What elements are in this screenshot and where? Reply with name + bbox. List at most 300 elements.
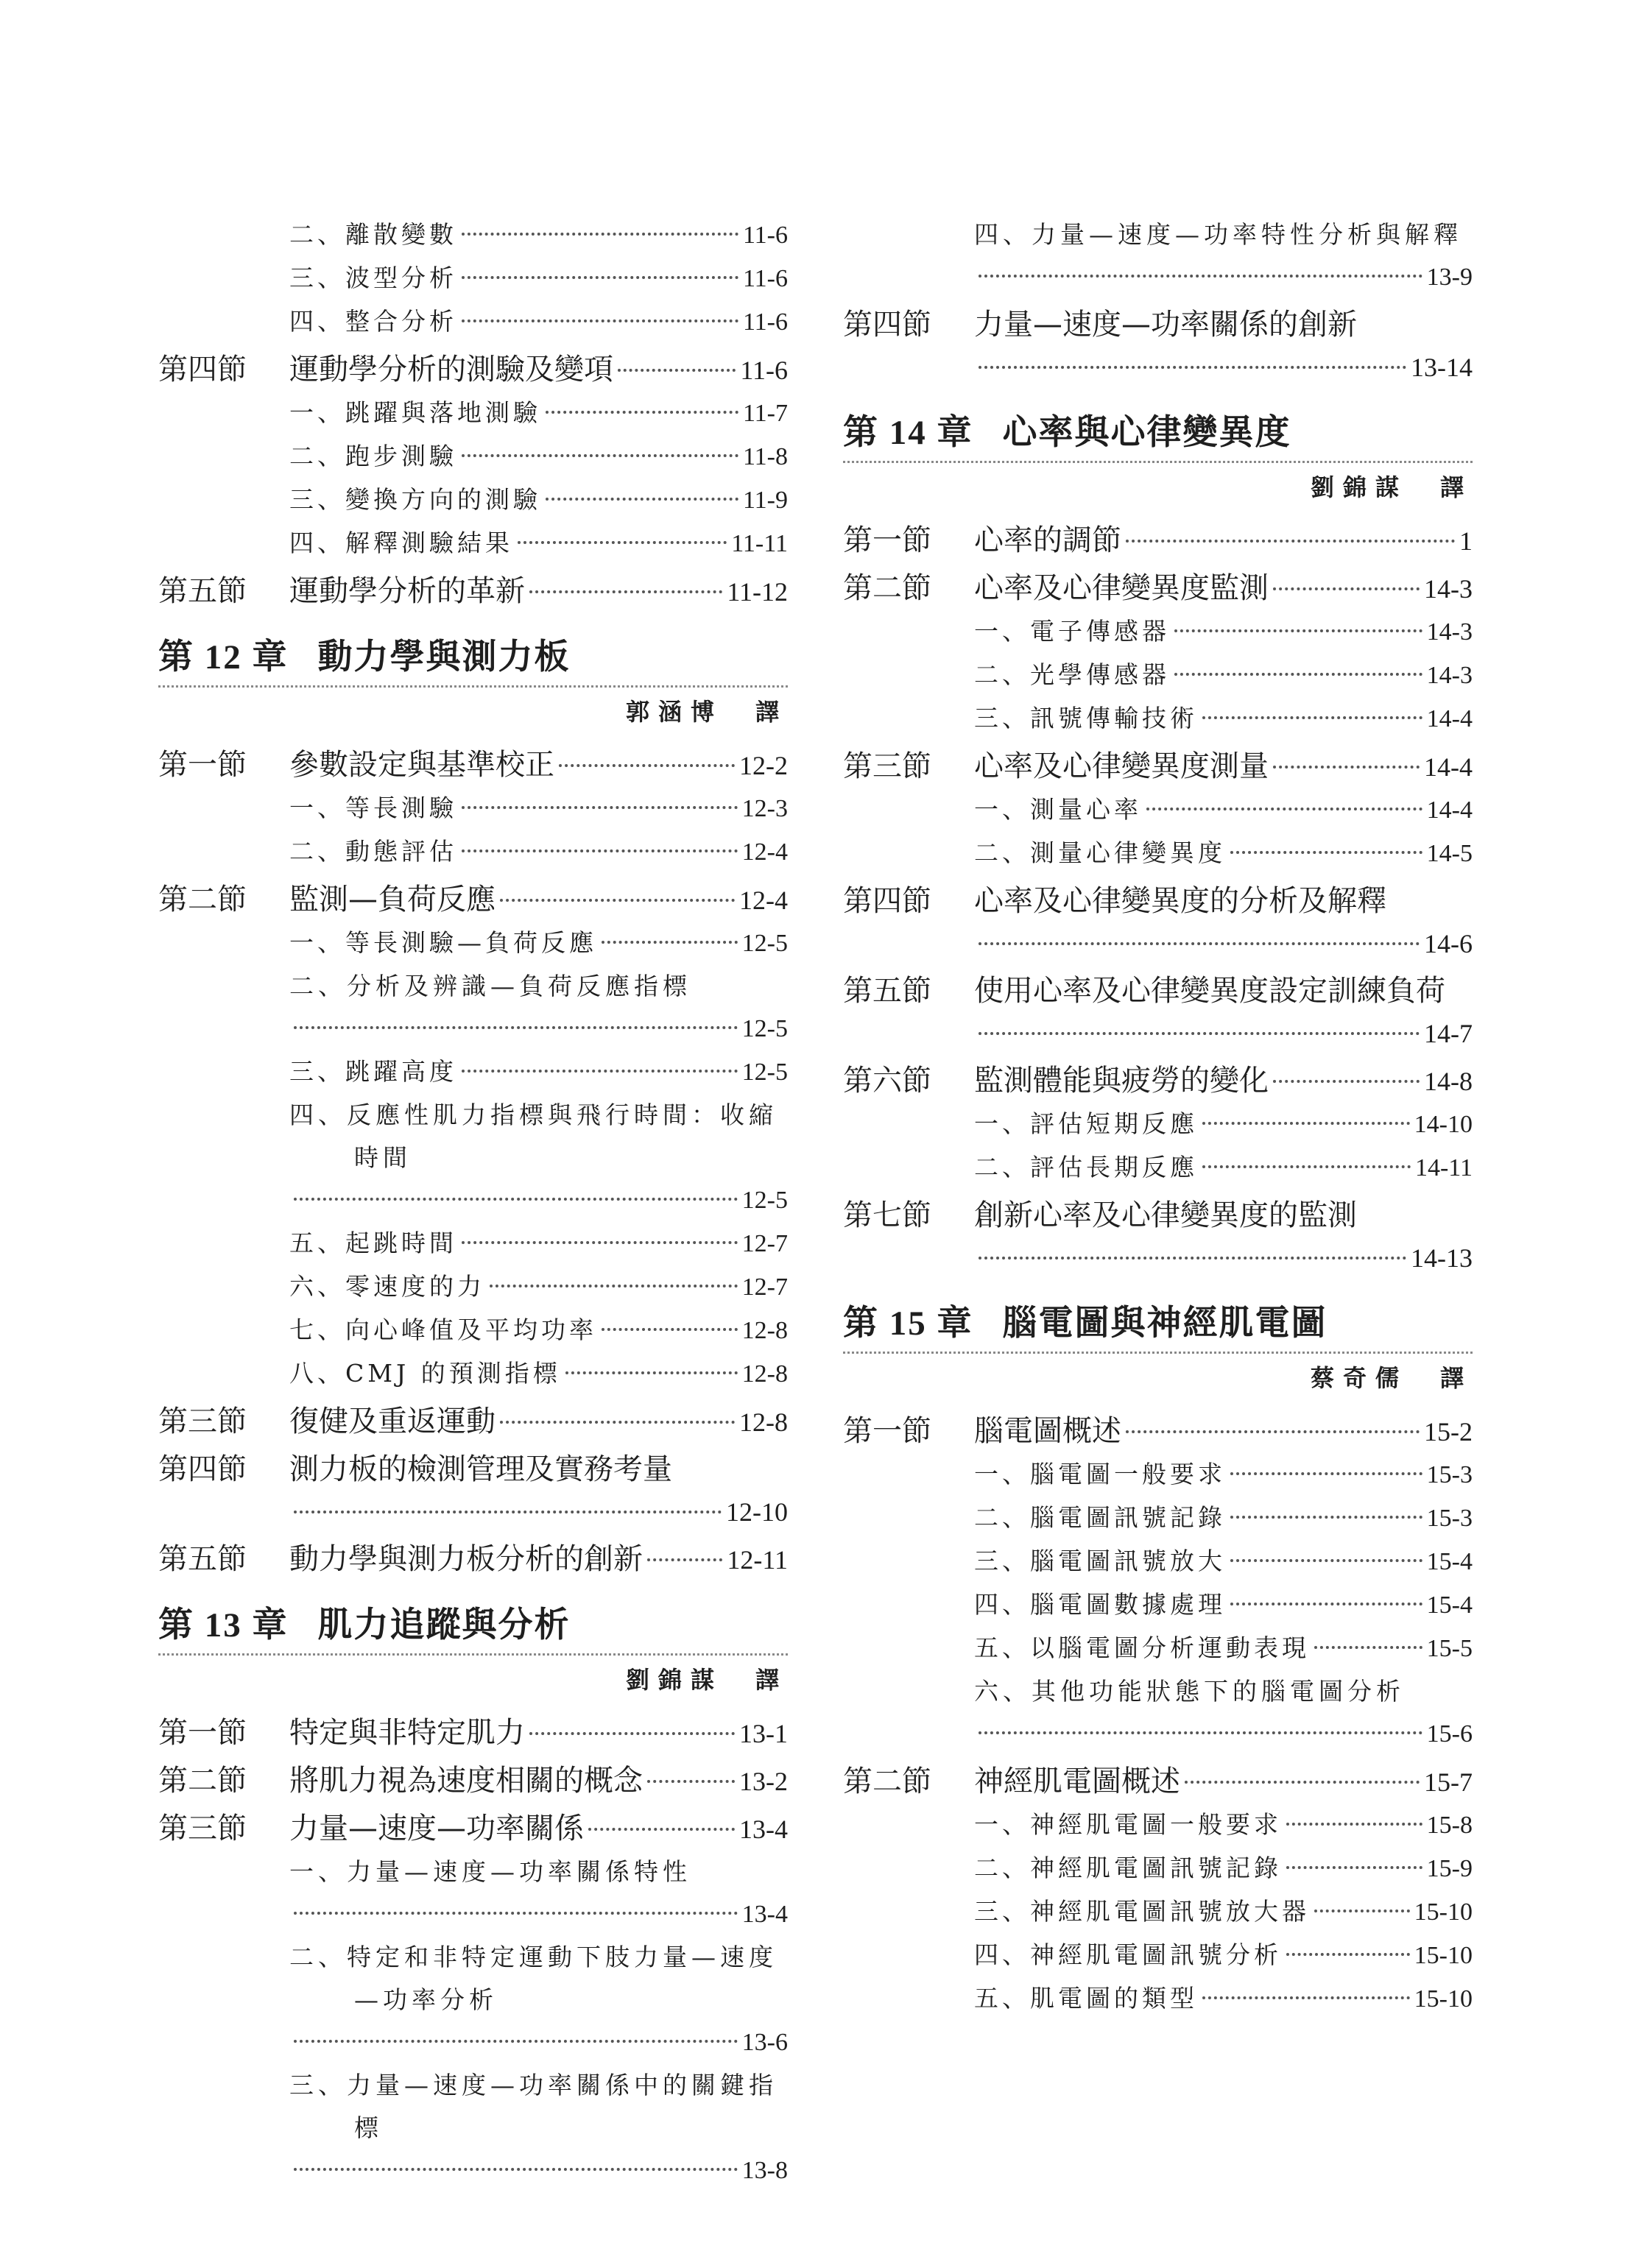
section-entry xyxy=(158,1807,788,1851)
section-entry xyxy=(843,1760,1473,1804)
entry-title: 三、訊號傳輸技術 xyxy=(974,704,1198,732)
page-number: 13-4 xyxy=(741,1901,788,1928)
entry-body xyxy=(974,567,1473,610)
dot-leader xyxy=(1202,1165,1411,1168)
subsection-entry xyxy=(843,1890,1473,1934)
entry-title: 力量—速度—功率關係的創新 xyxy=(974,308,1357,342)
dot-leader xyxy=(979,366,1406,369)
entry-body xyxy=(289,1352,788,1396)
entry-title: 三、變換方向的測驗 xyxy=(289,485,541,514)
entry-title: 創新心率及心律變異度的監測 xyxy=(974,1198,1357,1232)
dot-leader xyxy=(462,1070,738,1073)
section-entry xyxy=(843,969,1473,1055)
page-number: 15-7 xyxy=(1424,1767,1473,1797)
toc-column-left xyxy=(158,213,788,2192)
entry-body xyxy=(289,1050,788,1094)
entry-title: 一、跳躍與落地測驗 xyxy=(289,398,541,427)
entry-title: 使用心率及心律變異度設定訓練負荷 xyxy=(974,974,1445,1008)
dot-leader xyxy=(1230,1559,1422,1562)
chapter-translator: 郭涵博 譯 xyxy=(625,698,788,726)
entry-body xyxy=(289,478,788,522)
page-number: 11-8 xyxy=(742,443,788,470)
subsection-entry xyxy=(843,1847,1473,1890)
section-label: 第三節 xyxy=(158,1405,247,1438)
entry-continuation xyxy=(974,1012,1473,1055)
entry-body xyxy=(974,303,1473,389)
page-number: 15-10 xyxy=(1414,1942,1473,1969)
page-number: 11-9 xyxy=(742,487,788,514)
subsection-entry xyxy=(843,1497,1473,1540)
section-entry xyxy=(843,303,1473,389)
dot-leader xyxy=(462,276,738,279)
entry-title: 心率及心律變異度測量 xyxy=(974,749,1269,783)
entry-continuation xyxy=(974,1713,1473,1756)
subsection-entry xyxy=(158,522,788,565)
entry-title: 一、等長測驗—負荷反應 xyxy=(289,928,597,957)
entry-body xyxy=(974,1103,1473,1146)
subsection-entry xyxy=(158,1352,788,1396)
entry-title: 腦電圖概述 xyxy=(974,1414,1121,1448)
entry-body xyxy=(289,787,788,830)
dot-leader xyxy=(602,1328,738,1331)
subsection-entry xyxy=(158,1094,788,1222)
entry-title: 將肌力視為速度相關的概念 xyxy=(289,1764,643,1798)
entry-body xyxy=(289,435,788,478)
page-number: 14-7 xyxy=(1424,1019,1473,1048)
entry-title: 五、起跳時間 xyxy=(289,1229,457,1257)
entry-body xyxy=(974,1453,1473,1497)
page-number: 13-14 xyxy=(1411,353,1473,382)
section-label: 第四節 xyxy=(158,353,247,386)
entry-title: 監測—負荷反應 xyxy=(289,883,496,916)
page-number: 12-8 xyxy=(739,1407,788,1437)
entry-body xyxy=(974,1194,1473,1279)
entry-title: 運動學分析的革新 xyxy=(289,574,525,608)
chapter-number: 第 14 章 xyxy=(843,414,973,452)
page-number: 15-8 xyxy=(1426,1812,1473,1839)
page-number: 12-7 xyxy=(741,1230,788,1257)
dot-leader xyxy=(1202,716,1422,719)
entry-title: 參數設定與基準校正 xyxy=(289,748,554,782)
subsection-entry xyxy=(158,300,788,344)
entry-title: 三、腦電圖訊號放大 xyxy=(974,1547,1226,1575)
entry-title: 心率及心律變異度的分析及解釋 xyxy=(974,884,1386,918)
section-entry xyxy=(843,1194,1473,1279)
page-number: 13-4 xyxy=(739,1815,788,1844)
entry-body xyxy=(974,1583,1473,1627)
entry-body xyxy=(289,570,788,613)
subsection-entry xyxy=(158,392,788,435)
entry-body xyxy=(289,878,788,922)
entry-body xyxy=(974,1540,1473,1583)
chapter-heading xyxy=(158,1602,788,1656)
entry-body xyxy=(289,830,788,874)
entry-title: 三、波型分析 xyxy=(289,264,457,292)
entry-title: 神經肌電圖概述 xyxy=(974,1764,1180,1798)
entry-body xyxy=(289,1222,788,1265)
subsection-entry xyxy=(158,435,788,478)
entry-title: 力量—速度—功率關係 xyxy=(289,1812,584,1845)
section-entry xyxy=(158,570,788,613)
dot-leader xyxy=(294,1198,738,1201)
chapter-title: 腦電圖與神經肌電圖 xyxy=(1002,1303,1328,1343)
subsection-entry xyxy=(843,610,1473,654)
subsection-entry xyxy=(843,697,1473,741)
chapter-number: 第 15 章 xyxy=(843,1304,973,1343)
page-number: 15-3 xyxy=(1426,1461,1473,1488)
chapter-title: 肌力追蹤與分析 xyxy=(317,1605,571,1645)
subsection-entry xyxy=(843,1583,1473,1627)
section-label: 第五節 xyxy=(158,574,247,608)
entry-body xyxy=(289,1538,788,1581)
dot-leader xyxy=(294,1511,722,1513)
entry-title: 七、向心峰值及平均功率 xyxy=(289,1315,597,1344)
section-label: 第一節 xyxy=(158,1716,247,1750)
page-number: 13-9 xyxy=(1426,264,1473,291)
page-number: 14-4 xyxy=(1424,752,1473,782)
subsection-entry xyxy=(843,1977,1473,2021)
chapter-title: 心率與心律變異度 xyxy=(1002,412,1291,453)
page-number: 15-9 xyxy=(1426,1855,1473,1882)
entry-body xyxy=(974,832,1473,875)
page-number: 15-3 xyxy=(1426,1505,1473,1532)
chapter-heading xyxy=(843,409,1473,463)
subsection-entry xyxy=(843,654,1473,697)
toc-column-right xyxy=(843,213,1473,2021)
dot-leader xyxy=(518,541,727,544)
entry-continuation xyxy=(974,346,1473,389)
dot-leader xyxy=(462,319,738,322)
entry-title: 二、跑步測驗 xyxy=(289,442,457,470)
entry-body xyxy=(974,1934,1473,1977)
section-entry xyxy=(843,519,1473,562)
dot-leader xyxy=(462,233,738,236)
entry-body xyxy=(974,1497,1473,1540)
chapter-heading xyxy=(843,1300,1473,1354)
entry-body xyxy=(974,1627,1473,1670)
dot-leader xyxy=(294,1912,738,1915)
entry-title: 復健及重返運動 xyxy=(289,1405,496,1438)
page-number: 15-10 xyxy=(1414,1898,1473,1926)
section-label: 第三節 xyxy=(843,749,931,783)
dot-leader xyxy=(1230,1516,1422,1519)
page-number: 12-5 xyxy=(741,1187,788,1214)
entry-title: 二、光學傳感器 xyxy=(974,660,1170,689)
entry-body xyxy=(289,1448,788,1533)
section-entry xyxy=(158,878,788,922)
entry-title: 二、神經肌電圖訊號記錄 xyxy=(974,1854,1282,1882)
dot-leader xyxy=(602,941,738,944)
entry-title: 五、以腦電圖分析運動表現 xyxy=(974,1633,1310,1662)
page-number: 1 xyxy=(1459,526,1473,556)
subsection-entry xyxy=(158,1222,788,1265)
dot-leader xyxy=(588,1828,735,1831)
entry-title: 二、分析及辨識—負荷反應指標 xyxy=(289,972,691,1000)
subsection-entry xyxy=(158,257,788,300)
section-label: 第二節 xyxy=(158,883,247,916)
chapter-number: 第 13 章 xyxy=(158,1606,289,1645)
entry-title: 二、動態評估 xyxy=(289,837,457,866)
section-entry xyxy=(843,745,1473,788)
section-label: 第一節 xyxy=(158,748,247,782)
subsection-entry xyxy=(158,1050,788,1094)
dot-leader xyxy=(462,1241,738,1244)
entry-title: 四、神經肌電圖訊號分析 xyxy=(974,1940,1282,1969)
entry-body xyxy=(289,743,788,787)
subsection-entry xyxy=(843,1804,1473,1847)
subsection-entry xyxy=(843,1627,1473,1670)
page-number: 11-6 xyxy=(742,308,788,336)
dot-leader xyxy=(618,369,736,372)
entry-body xyxy=(289,2064,788,2192)
subsection-entry xyxy=(843,1103,1473,1146)
page-number: 11-6 xyxy=(740,356,788,385)
page-number: 12-4 xyxy=(739,886,788,915)
entry-continuation xyxy=(289,1179,788,1222)
dot-leader xyxy=(979,942,1420,945)
dot-leader xyxy=(1230,851,1422,854)
dot-leader xyxy=(1174,629,1422,632)
entry-body xyxy=(974,1977,1473,2021)
chapter-translator: 蔡奇儒 譯 xyxy=(1310,1364,1473,1392)
subsection-entry xyxy=(158,965,788,1050)
page-number: 15-5 xyxy=(1426,1635,1473,1662)
section-entry xyxy=(843,880,1473,965)
page-number: 14-8 xyxy=(1424,1067,1473,1096)
section-entry xyxy=(843,567,1473,610)
section-entry xyxy=(158,1448,788,1533)
subsection-entry xyxy=(158,1851,788,1936)
subsection-entry xyxy=(843,1453,1473,1497)
section-label: 第五節 xyxy=(158,1542,247,1576)
entry-continuation xyxy=(289,1893,788,1936)
dot-leader xyxy=(500,1421,735,1424)
dot-leader xyxy=(1230,1472,1422,1475)
dot-leader xyxy=(1273,1080,1420,1083)
page-number: 11-6 xyxy=(742,222,788,249)
entry-title: 二、特定和非特定運動下肢力量—速度—功率分析 xyxy=(289,1943,778,2014)
entry-body xyxy=(974,880,1473,965)
dot-leader xyxy=(647,1558,722,1561)
page-number: 15-10 xyxy=(1414,1985,1473,2013)
page-number: 12-3 xyxy=(741,795,788,822)
page-number: 12-7 xyxy=(741,1273,788,1301)
section-label: 第五節 xyxy=(843,974,931,1008)
dot-leader xyxy=(1314,1646,1422,1649)
dot-leader xyxy=(979,275,1422,278)
subsection-entry xyxy=(843,1934,1473,1977)
entry-title: 運動學分析的測驗及變項 xyxy=(289,353,613,386)
dot-leader xyxy=(979,1257,1406,1260)
dot-leader xyxy=(546,498,738,501)
section-entry xyxy=(158,743,788,787)
page-number: 14-3 xyxy=(1426,618,1473,646)
entry-continuation xyxy=(289,1491,788,1533)
page-number: 14-11 xyxy=(1414,1154,1473,1181)
subsection-entry xyxy=(158,478,788,522)
entry-body xyxy=(974,1847,1473,1890)
section-label: 第一節 xyxy=(843,523,931,557)
entry-body xyxy=(289,1936,788,2064)
page-number: 11-6 xyxy=(742,265,788,292)
dot-leader xyxy=(1202,1122,1410,1125)
page-number: 13-6 xyxy=(741,2029,788,2056)
chapter-number: 第 12 章 xyxy=(158,638,289,676)
dot-leader xyxy=(565,1371,738,1374)
dot-leader xyxy=(1286,1823,1422,1826)
section-label: 第二節 xyxy=(158,1764,247,1798)
page-number: 14-5 xyxy=(1426,840,1473,867)
entry-title: 一、評估短期反應 xyxy=(974,1109,1198,1138)
entry-body xyxy=(289,1711,788,1755)
dot-leader xyxy=(500,899,735,902)
page-number: 11-11 xyxy=(731,530,788,557)
entry-title: 特定與非特定肌力 xyxy=(289,1716,525,1750)
entry-continuation xyxy=(289,2149,788,2192)
dot-leader xyxy=(1273,766,1420,769)
page-number: 15-6 xyxy=(1426,1720,1473,1748)
subsection-entry xyxy=(843,788,1473,832)
entry-body xyxy=(289,300,788,344)
entry-body xyxy=(974,1146,1473,1190)
page-number: 12-5 xyxy=(741,1059,788,1086)
subsection-entry xyxy=(158,1265,788,1309)
entry-continuation xyxy=(289,2021,788,2064)
dot-leader xyxy=(529,1732,735,1735)
entry-title: 二、評估長期反應 xyxy=(974,1153,1198,1181)
entry-body xyxy=(974,1760,1473,1804)
dot-leader xyxy=(979,1032,1420,1035)
section-entry xyxy=(843,1410,1473,1453)
entry-body xyxy=(289,1807,788,1851)
dot-leader xyxy=(647,1780,735,1783)
page-number: 12-5 xyxy=(741,1015,788,1042)
page-number: 14-4 xyxy=(1426,796,1473,824)
entry-body xyxy=(974,969,1473,1055)
page-number: 12-5 xyxy=(741,930,788,957)
section-label: 第一節 xyxy=(843,1414,931,1448)
entry-title: 動力學與測力板分析的創新 xyxy=(289,1542,643,1576)
dot-leader xyxy=(979,1731,1422,1734)
dot-leader xyxy=(462,849,738,852)
page-number: 12-8 xyxy=(741,1317,788,1344)
section-label: 第三節 xyxy=(158,1812,247,1845)
entry-body xyxy=(289,213,788,257)
page-number: 15-4 xyxy=(1426,1548,1473,1575)
entry-body xyxy=(974,610,1473,654)
entry-title: 監測體能與疲勞的變化 xyxy=(974,1064,1269,1098)
page-number: 14-3 xyxy=(1424,574,1473,604)
section-entry xyxy=(158,1538,788,1581)
entry-body xyxy=(289,1309,788,1352)
subsection-entry xyxy=(158,1309,788,1352)
page-number: 14-3 xyxy=(1426,662,1473,689)
entry-body xyxy=(289,1851,788,1936)
dot-leader xyxy=(1126,1430,1420,1433)
entry-title: 四、反應性肌力指標與飛行時間：收縮時間 xyxy=(289,1101,778,1172)
dot-leader xyxy=(1126,540,1455,543)
subsection-entry xyxy=(158,830,788,874)
subsection-entry xyxy=(158,1936,788,2064)
chapter-heading xyxy=(158,634,788,688)
entry-title: 五、肌電圖的類型 xyxy=(974,1984,1198,2013)
entry-title: 一、等長測驗 xyxy=(289,794,457,822)
entry-title: 一、腦電圖一般要求 xyxy=(974,1460,1226,1488)
subsection-entry xyxy=(843,1670,1473,1756)
entry-title: 四、解釋測驗結果 xyxy=(289,529,513,557)
page-number: 12-2 xyxy=(739,751,788,780)
subsection-entry xyxy=(843,832,1473,875)
subsection-entry xyxy=(158,213,788,257)
section-entry xyxy=(158,1759,788,1803)
entry-body xyxy=(974,1410,1473,1453)
entry-title: 一、測量心率 xyxy=(974,795,1142,824)
dot-leader xyxy=(1230,1603,1422,1605)
dot-leader xyxy=(1273,587,1420,590)
subsection-entry xyxy=(843,1540,1473,1583)
entry-body xyxy=(974,654,1473,697)
entry-title: 八、CMJ 的預測指標 xyxy=(289,1359,561,1388)
dot-leader xyxy=(1174,673,1422,676)
entry-title: 二、離散變數 xyxy=(289,220,457,249)
subsection-entry xyxy=(158,787,788,830)
page-number: 12-10 xyxy=(726,1497,788,1527)
entry-body xyxy=(289,348,788,392)
section-label: 第七節 xyxy=(843,1198,931,1232)
page-number: 15-4 xyxy=(1426,1592,1473,1619)
dot-leader xyxy=(546,411,738,414)
entry-title: 二、測量心律變異度 xyxy=(974,838,1226,867)
entry-continuation xyxy=(289,1008,788,1050)
page-number: 13-2 xyxy=(739,1767,788,1796)
entry-title: 一、神經肌電圖一般要求 xyxy=(974,1810,1282,1839)
dot-leader xyxy=(1185,1781,1420,1784)
entry-body xyxy=(974,519,1473,562)
section-label: 第二節 xyxy=(843,571,931,605)
entry-title: 三、神經肌電圖訊號放大器 xyxy=(974,1897,1310,1926)
entry-title: 四、力量—速度—功率特性分析與解釋 xyxy=(974,220,1462,249)
entry-body xyxy=(974,213,1473,299)
section-entry xyxy=(843,1059,1473,1103)
dot-leader xyxy=(1286,1953,1410,1956)
entry-continuation xyxy=(974,256,1473,299)
page-number: 15-2 xyxy=(1424,1417,1473,1446)
dot-leader xyxy=(294,1026,738,1029)
entry-title: 四、整合分析 xyxy=(289,307,457,336)
entry-body xyxy=(289,257,788,300)
entry-body xyxy=(974,1670,1473,1756)
entry-title: 一、力量—速度—功率關係特性 xyxy=(289,1857,691,1886)
section-label: 第四節 xyxy=(843,884,931,918)
dot-leader xyxy=(1286,1866,1422,1869)
chapter-translator: 劉錦謀 譯 xyxy=(1310,473,1473,501)
entry-body xyxy=(974,1059,1473,1103)
entry-body xyxy=(974,1890,1473,1934)
entry-body xyxy=(974,1804,1473,1847)
entry-title: 四、腦電圖數據處理 xyxy=(974,1590,1226,1619)
entry-continuation xyxy=(974,922,1473,965)
dot-leader xyxy=(490,1285,738,1287)
page-number: 13-1 xyxy=(739,1719,788,1748)
chapter-title: 動力學與測力板 xyxy=(317,637,571,677)
dot-leader xyxy=(1146,808,1422,810)
entry-title: 心率及心律變異度監測 xyxy=(974,571,1269,605)
entry-title: 心率的調節 xyxy=(974,523,1121,557)
page-number: 11-12 xyxy=(727,577,788,607)
section-entry xyxy=(158,1400,788,1444)
entry-title: 一、電子傳感器 xyxy=(974,617,1170,646)
entry-title: 測力板的檢測管理及實務考量 xyxy=(289,1452,672,1486)
